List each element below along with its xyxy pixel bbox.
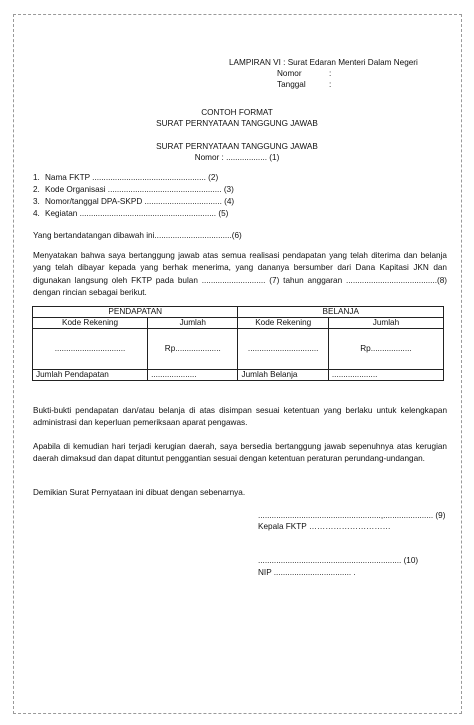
rincian-table — [32, 306, 444, 381]
table-cell: ............................... — [238, 329, 328, 370]
format-title: SURAT PERNYATAAN TANGGUNG JAWAB — [156, 119, 318, 128]
apabila-paragraph: Apabila di kemudian hari terjadi kerugian daerah, saya bersedia bertanggung jawab sepenuhnya atas kerugian daerah dimaksud dan dapat dituntut penggantian sesuai dengan ketentuan peraturan perundang-undangan. — [33, 442, 447, 464]
table-cell: Rp.................... — [148, 329, 238, 370]
list-item: 1. Nama FKTP .................................................. (2) — [33, 173, 219, 182]
bukti-paragraph: Bukti-bukti pendapatan dan/atau belanja di atas disimpan sesuai ketentuan yang berlaku untuk kelengkapan administrasi dan keperluan pemeriksaan aparat pengawas. — [33, 406, 447, 428]
lampiran-line: LAMPIRAN VI : Surat Edaran Menteri Dalam Negeri — [229, 58, 418, 67]
jumlah-header: Jumlah — [328, 318, 443, 329]
table-cell: Rp.................. — [328, 329, 443, 370]
list-item: 4. Kegiatan ............................................................ (5) — [33, 209, 229, 218]
kode-rekening-header: Kode Rekening — [33, 318, 148, 329]
list-item: 3. Nomor/tanggal DPA-SKPD .................................. (4) — [33, 197, 235, 206]
tanggal-colon: : — [329, 80, 332, 89]
place-date-line: ......................................................,...................... (9) — [258, 511, 446, 520]
pendapatan-header: PENDAPATAN — [33, 307, 238, 318]
nomor-colon: : — [329, 69, 332, 78]
contoh-format-heading: CONTOH FORMAT — [201, 108, 273, 117]
list-item: 2. Kode Organisasi .................................................. (3) — [33, 185, 234, 194]
jumlah-header: Jumlah — [148, 318, 238, 329]
document-number: Nomor : .................. (1) — [194, 153, 280, 162]
jumlah-pendapatan-value: .................... — [148, 370, 238, 381]
nomor-label: Nomor — [277, 69, 302, 78]
jumlah-belanja-value: .................... — [328, 370, 443, 381]
belanja-header: BELANJA — [238, 307, 444, 318]
nip-line: NIP .................................. . — [258, 568, 356, 577]
document-title: SURAT PERNYATAAN TANGGUNG JAWAB — [156, 142, 318, 151]
kode-rekening-header: Kode Rekening — [238, 318, 328, 329]
statement-paragraph: Menyatakan bahwa saya bertanggung jawab atas semua realisasi pendapatan yang telah diterima dan belanja yang telah dibayar kepada yang berhak menerima, yang dananya bersumber dari Dana Kapitasi JKN dan digunakan langsung oleh FKTP pada bulan ............................ (7) tahun anggaran ........................................(8) dengan rincian sebagai berikut. — [33, 251, 447, 298]
jumlah-pendapatan-label: Jumlah Pendapatan — [33, 370, 148, 381]
signer-line: Yang bertandatangan dibawah ini..................................(6) — [33, 231, 242, 240]
kepala-fktp-label: Kepala FKTP ………………………… — [258, 522, 391, 531]
tanggal-label: Tanggal — [277, 80, 306, 89]
jumlah-belanja-label: Jumlah Belanja — [238, 370, 328, 381]
lampiran-block — [229, 57, 418, 90]
closing-line: Demikian Surat Pernyataan ini dibuat dengan sebenarnya. — [33, 488, 246, 497]
table-cell: ............................... — [33, 329, 148, 370]
signer-name-line: ............................................................... (10) — [258, 556, 419, 565]
